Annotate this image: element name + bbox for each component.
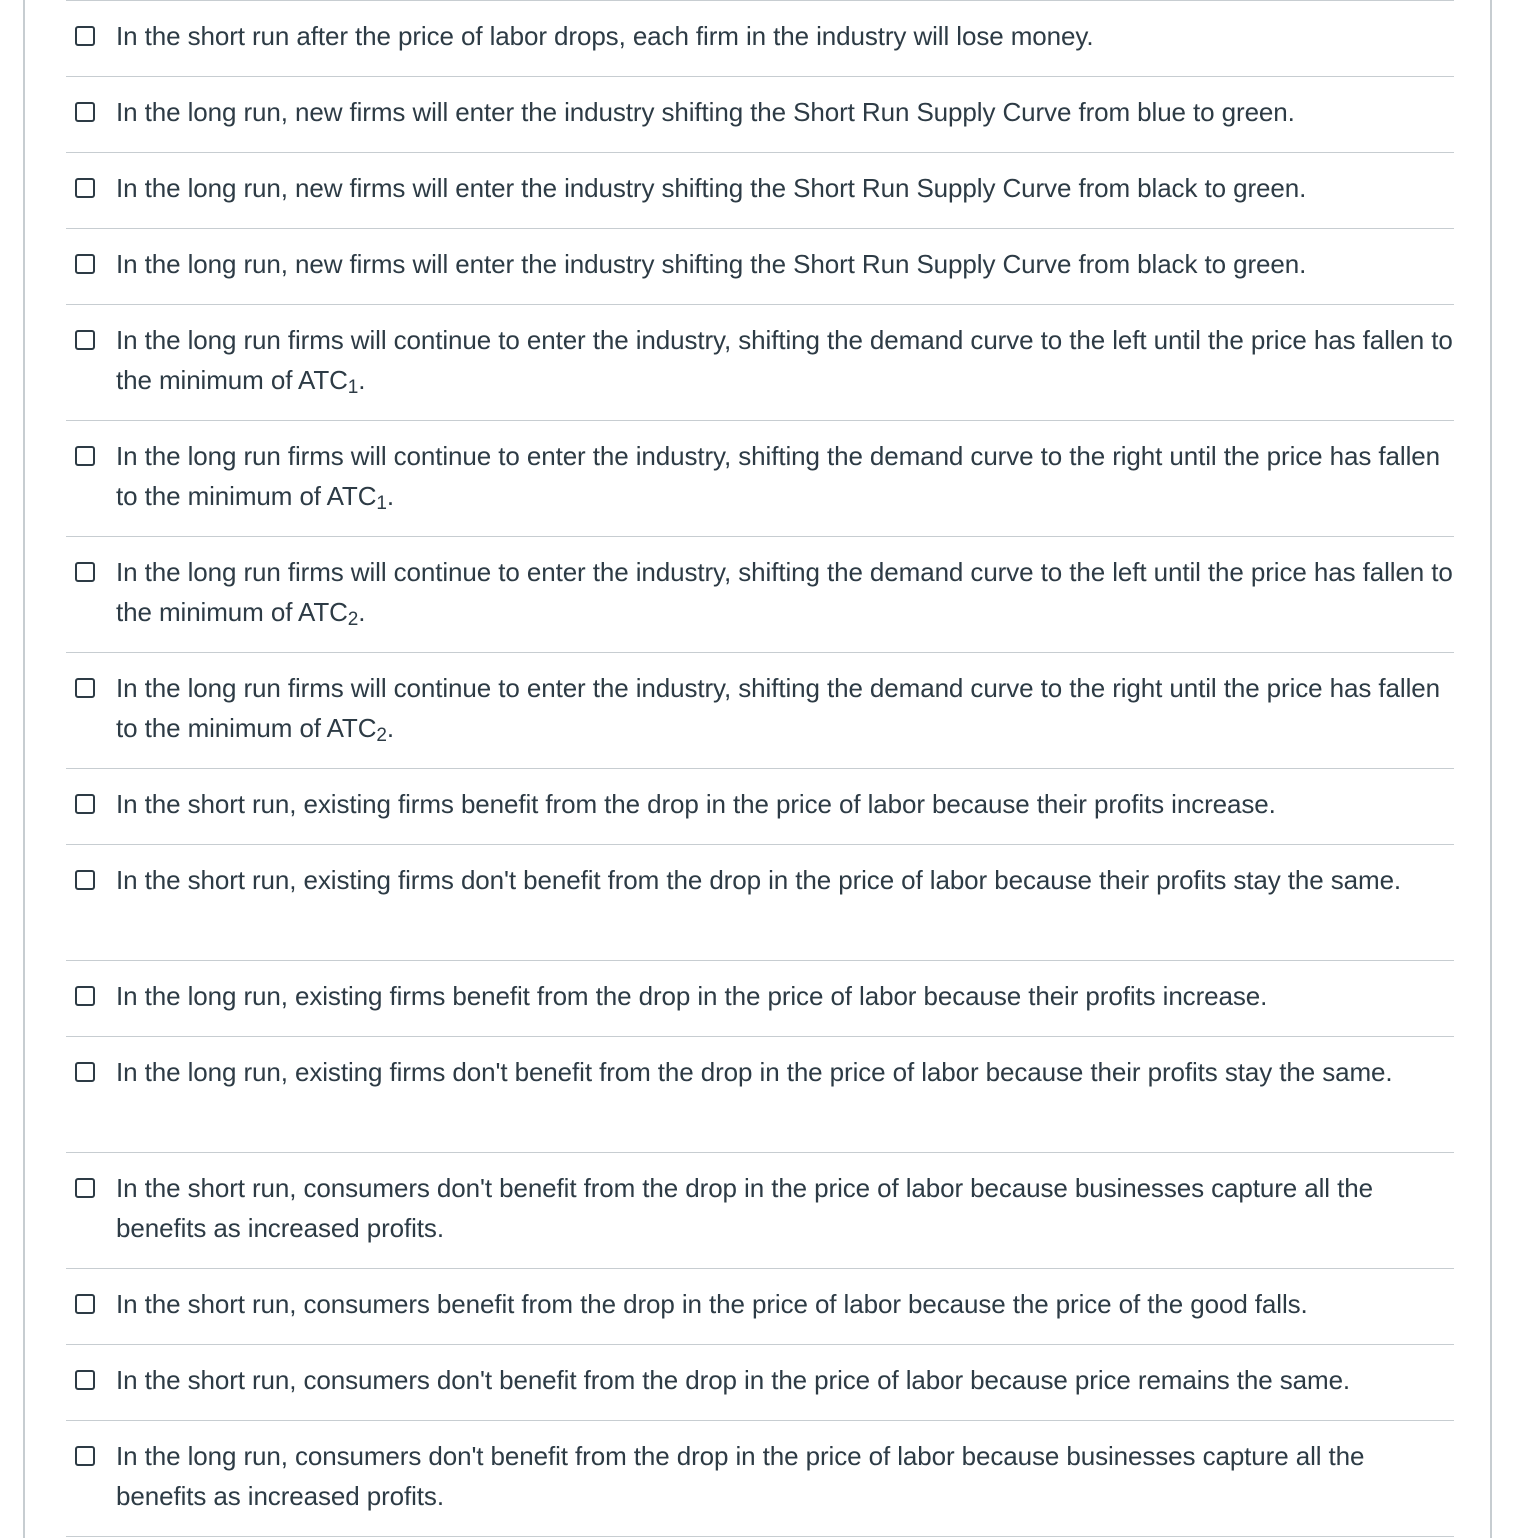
- checkbox[interactable]: [75, 26, 95, 46]
- answer-option[interactable]: [66, 1037, 1454, 1153]
- checkbox[interactable]: [75, 870, 95, 890]
- option-label: In the long run firms will continue to enter the industry, shifting the demand curve to the right until the price has fallen to the minimum of $ATC_2$.: [116, 673, 1440, 746]
- answer-option[interactable]: [66, 1345, 1454, 1421]
- answer-option[interactable]: [66, 77, 1454, 153]
- option-label: In the long run, existing firms benefit from the drop in the price of labor because their profits increase.: [116, 981, 1268, 1011]
- option-label: In the long run, consumers don't benefit from the drop in the price of labor because businesses capture all the benefits as increased profits.: [116, 1441, 1365, 1511]
- checkbox[interactable]: [75, 1294, 95, 1314]
- checkbox[interactable]: [75, 1370, 95, 1390]
- checkbox[interactable]: [75, 254, 95, 274]
- answer-options-list: [66, 0, 1454, 1537]
- option-label: In the short run after the price of labor drops, each firm in the industry will lose money.: [116, 21, 1094, 51]
- answer-option[interactable]: [66, 153, 1454, 229]
- checkbox[interactable]: [75, 330, 95, 350]
- checkbox[interactable]: [75, 1446, 95, 1466]
- option-label: In the long run, new firms will enter the industry shifting the Short Run Supply Curve from black to green.: [116, 173, 1307, 203]
- checkbox[interactable]: [75, 562, 95, 582]
- answer-option[interactable]: [66, 845, 1454, 961]
- option-label: In the short run, existing firms benefit from the drop in the price of labor because their profits increase.: [116, 789, 1276, 819]
- checkbox[interactable]: [75, 1178, 95, 1198]
- checkbox[interactable]: [75, 678, 95, 698]
- answer-option[interactable]: [66, 653, 1454, 769]
- answer-option[interactable]: [66, 305, 1454, 421]
- checkbox[interactable]: [75, 794, 95, 814]
- answer-option[interactable]: [66, 421, 1454, 537]
- answer-option[interactable]: [66, 1421, 1454, 1537]
- checkbox[interactable]: [75, 1062, 95, 1082]
- answer-option[interactable]: [66, 769, 1454, 845]
- checkbox[interactable]: [75, 178, 95, 198]
- option-label: In the long run firms will continue to enter the industry, shifting the demand curve to the right until the price has fallen to the minimum of $ATC_1$.: [116, 441, 1440, 514]
- answer-option[interactable]: [66, 1153, 1454, 1269]
- option-label: In the long run, new firms will enter the industry shifting the Short Run Supply Curve from black to green.: [116, 249, 1307, 279]
- answer-option[interactable]: [66, 229, 1454, 305]
- option-label: In the long run firms will continue to enter the industry, shifting the demand curve to the left until the price has fallen to the minimum of $ATC_2$.: [116, 557, 1453, 630]
- option-label: In the short run, consumers benefit from the drop in the price of labor because the price of the good falls.: [116, 1289, 1308, 1319]
- option-label: In the long run, new firms will enter the industry shifting the Short Run Supply Curve from blue to green.: [116, 97, 1295, 127]
- answer-option[interactable]: [66, 1269, 1454, 1345]
- answer-option[interactable]: [66, 537, 1454, 653]
- checkbox[interactable]: [75, 986, 95, 1006]
- checkbox[interactable]: [75, 446, 95, 466]
- option-label: In the short run, existing firms don't benefit from the drop in the price of labor because their profits stay the same.: [116, 865, 1402, 895]
- answer-option[interactable]: [66, 961, 1454, 1037]
- option-label: In the long run firms will continue to enter the industry, shifting the demand curve to the left until the price has fallen to the minimum of $ATC_1$.: [116, 325, 1453, 398]
- option-label: In the long run, existing firms don't benefit from the drop in the price of labor because their profits stay the same.: [116, 1057, 1393, 1087]
- answer-option[interactable]: [66, 1, 1454, 77]
- option-label: In the short run, consumers don't benefit from the drop in the price of labor because businesses capture all the benefits as increased profits.: [116, 1173, 1373, 1243]
- checkbox[interactable]: [75, 102, 95, 122]
- option-label: In the short run, consumers don't benefit from the drop in the price of labor because price remains the same.: [116, 1365, 1351, 1395]
- question-frame: [23, 0, 1492, 1538]
